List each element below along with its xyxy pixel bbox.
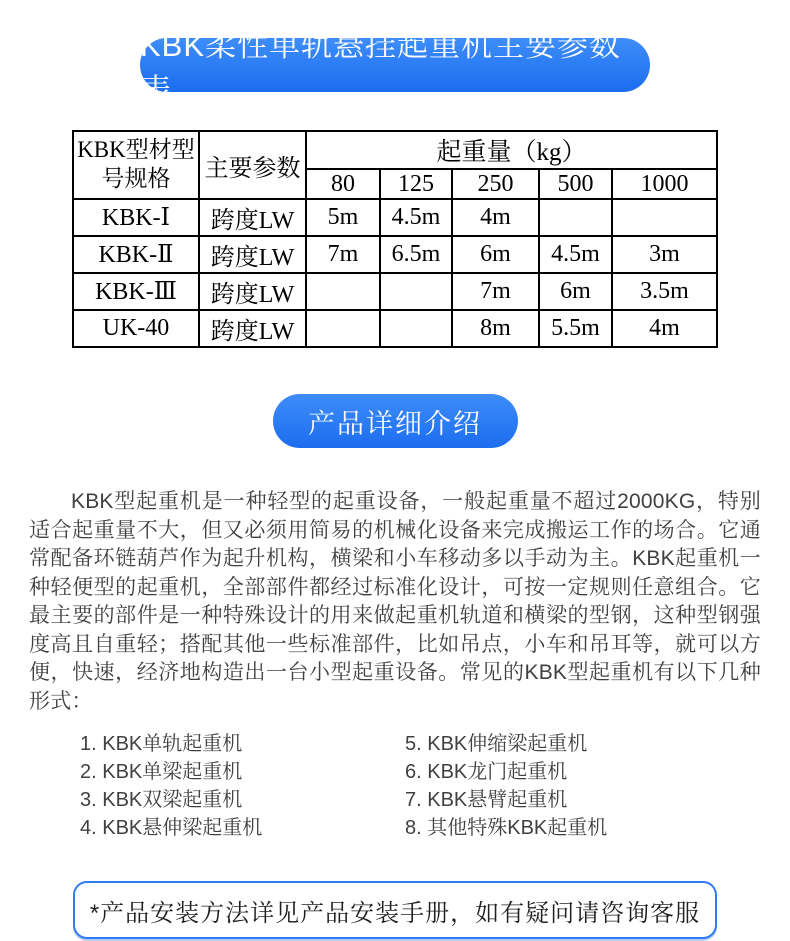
value-cell: 6m <box>452 236 539 273</box>
table-row-uk40 <box>73 310 717 347</box>
value-cell <box>539 199 612 236</box>
column-header-model: KBK型材型号规格 <box>73 131 199 199</box>
list-item-3: 3. KBK双梁起重机 <box>80 789 243 811</box>
value-cell: 7m <box>306 236 380 273</box>
value-cell: 4.5m <box>380 199 452 236</box>
capacity-col-1000: 1000 <box>612 169 717 199</box>
param-cell: 跨度LW <box>199 199 306 236</box>
list-item-7: 7. KBK悬臂起重机 <box>405 789 568 811</box>
list-item-1: 1. KBK单轨起重机 <box>80 733 243 755</box>
value-cell: 4m <box>452 199 539 236</box>
value-cell: 7m <box>452 273 539 310</box>
table-row-kbk1 <box>73 199 717 236</box>
value-cell: 5.5m <box>539 310 612 347</box>
value-cell <box>306 273 380 310</box>
list-item-2: 2. KBK单梁起重机 <box>80 761 243 783</box>
value-cell: 5m <box>306 199 380 236</box>
table-header-row-1 <box>73 131 717 169</box>
table-row-kbk3 <box>73 273 717 310</box>
model-cell: UK-40 <box>73 310 199 347</box>
value-cell: 8m <box>452 310 539 347</box>
product-detail-page <box>0 28 790 941</box>
value-cell: 3.5m <box>612 273 717 310</box>
value-cell <box>612 199 717 236</box>
list-item-5: 5. KBK伸缩梁起重机 <box>405 733 588 755</box>
value-cell <box>306 310 380 347</box>
model-cell: KBK-Ⅱ <box>73 236 199 273</box>
capacity-col-125: 125 <box>380 169 452 199</box>
value-cell <box>380 310 452 347</box>
capacity-col-80: 80 <box>306 169 380 199</box>
param-cell: 跨度LW <box>199 236 306 273</box>
value-cell <box>380 273 452 310</box>
model-cell: KBK-Ⅲ <box>73 273 199 310</box>
column-header-param: 主要参数 <box>199 131 306 199</box>
value-cell: 4m <box>612 310 717 347</box>
value-cell: 4.5m <box>539 236 612 273</box>
product-intro-section-button[interactable]: 产品详细介绍 <box>273 394 518 448</box>
capacity-col-500: 500 <box>539 169 612 199</box>
product-description-paragraph: KBK型起重机是一种轻型的起重设备，一般起重量不超过2000KG，特别适合起重量不大，但又必须用简易的机械化设备来完成搬运工作的场合。它通常配备环链葫芦作为起升机构，横梁和小车移动多以手动为主。KBK起重机一种轻便型的起重机，全部部件都经过标准化设计，可按一定规则任意组合。它最主要的部件是一种特殊设计的用来做起重机轨道和横梁的型钢，这种型钢强度高且自重轻；搭配其他一些标准部件，比如吊点，小车和吊耳等，就可以方便，快速，经济地构造出一台小型起重设备。常见的KBK型起重机有以下几种形式： <box>29 490 761 713</box>
model-cell: KBK-Ⅰ <box>73 199 199 236</box>
crane-type-list <box>80 730 790 842</box>
list-item-4: 4. KBK悬伸梁起重机 <box>80 817 263 839</box>
value-cell: 6.5m <box>380 236 452 273</box>
list-item-6: 6. KBK龙门起重机 <box>405 761 568 783</box>
value-cell: 3m <box>612 236 717 273</box>
table-row-kbk2 <box>73 236 717 273</box>
param-cell: 跨度LW <box>199 273 306 310</box>
param-cell: 跨度LW <box>199 310 306 347</box>
title-banner: KBK柔性单轨悬挂起重机主要参数表 <box>140 38 650 92</box>
capacity-col-250: 250 <box>452 169 539 199</box>
installation-note-box: *产品安装方法详见产品安装手册，如有疑问请咨询客服 <box>73 881 717 939</box>
value-cell: 6m <box>539 273 612 310</box>
column-header-capacity: 起重量（kg） <box>306 131 717 169</box>
parameters-table <box>72 130 718 348</box>
list-item-8: 8. 其他特殊KBK起重机 <box>405 817 608 839</box>
